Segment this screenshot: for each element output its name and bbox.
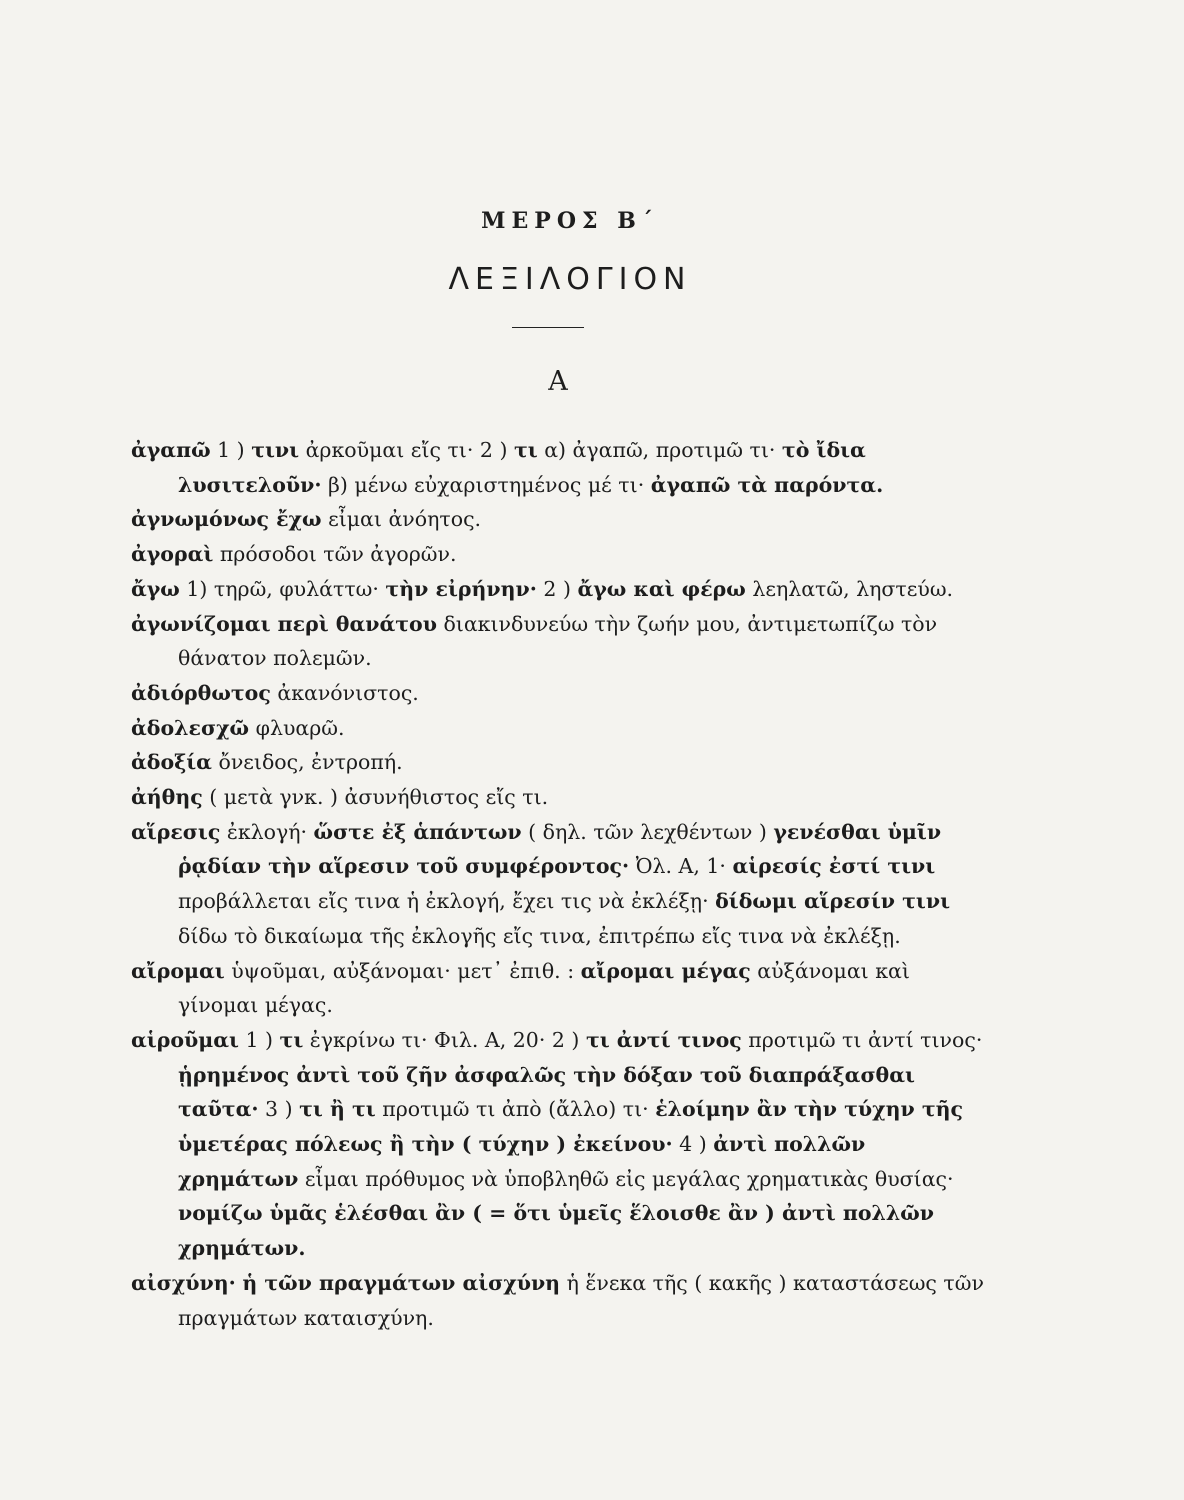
entry-text: α) ἀγαπῶ, προτιμῶ τι· — [537, 438, 782, 462]
entry-text: ὄνειδος, ἐντροπή. — [211, 750, 403, 775]
title-rule — [512, 327, 584, 328]
entry-text: ἐγκρίνω τι· Φιλ. Α, 20· 2 ) — [303, 1027, 586, 1052]
entry-text: ἀκανόνιστος. — [270, 680, 419, 705]
entry-text: πρόσοδοι τῶν ἀγορῶν. — [213, 542, 457, 567]
lexicon-entry — [131, 1023, 986, 1266]
entry-headword: ὥστε ἐξ ἁπάντων — [313, 819, 522, 844]
entry-headword: αἰσχύνη· — [131, 1270, 236, 1295]
entry-headword: ἀγαπῶ τὰ παρόντα. — [650, 472, 884, 497]
lexicon-entry — [131, 502, 986, 537]
letter-heading: Α — [548, 366, 568, 397]
entry-headword: αἴρομαι μέγας — [580, 958, 751, 983]
entry-headword: τι — [279, 1027, 304, 1052]
entry-text: εἶμαι πρόθυμος νὰ ὑποβληθῶ εἰς μεγάλας χρηματικὰς θυσίας· — [298, 1166, 954, 1191]
lexicon-entries — [131, 433, 986, 1335]
entry-headword: αἵρεσις — [131, 819, 221, 844]
entry-text: 4 ) — [672, 1132, 714, 1157]
entry-text: προτιμῶ τι ἀντί τινος· — [741, 1027, 983, 1052]
entry-headword: ἀδολεσχῶ — [131, 715, 250, 740]
lexicon-entry — [131, 537, 986, 572]
entry-text: ( μετὰ γνκ. ) ἀσυνήθιστος εἴς τι. — [202, 785, 549, 810]
lexicon-entry — [131, 572, 986, 607]
entry-text: φλυαρῶ. — [249, 715, 345, 740]
entry-text: ( δηλ. τῶν λεχθέντων ) — [521, 819, 774, 844]
entry-headword: ἀήθης — [131, 785, 203, 810]
entry-headword: ἡ τῶν πραγμάτων αἰσχύνη — [242, 1270, 561, 1295]
entry-headword: ἀγνωμόνως ἔχω — [131, 507, 322, 532]
entry-headword: νομίζω ὑμᾶς ἑλέσθαι ἂν ( = ὅτι ὑμεῖς ἕλοισθε ἂν ) ἀντὶ πολλῶν χρημάτων. — [178, 1201, 935, 1261]
lexicon-entry — [131, 1266, 986, 1335]
lexicon-entry — [131, 607, 986, 676]
entry-text: 1 ) — [210, 438, 252, 462]
lexicon-entry — [131, 815, 986, 954]
entry-headword: τινι — [251, 438, 300, 462]
lexicon-entry — [131, 954, 986, 1023]
section-title: ΛΕΞΙΛΟΓΙΟΝ — [448, 262, 692, 297]
entry-text: 1 ) — [238, 1027, 280, 1052]
entry-text: προτιμῶ τι ἀπὸ (ἄλλο) τι· — [375, 1097, 656, 1122]
entry-headword: τι ἀντί τινος — [585, 1027, 742, 1052]
entry-headword: τὸ ἴδια λυσιτελοῦν· — [178, 438, 866, 497]
entry-text: διακινδυνεύω τὴν ζωήν μου, ἀντιμετωπίζω τὸν θάνατον πολεμῶν. — [178, 611, 938, 671]
entry-text: ὑψοῦμαι, αὐξάνομαι· μετ᾽ ἐπιθ. : — [224, 958, 581, 983]
lexicon-entry — [131, 676, 986, 711]
entry-text: λεηλατῶ, ληστεύω. — [745, 576, 954, 601]
entry-text: αὐξάνομαι καὶ γίνομαι μέγας. — [178, 958, 910, 1018]
entry-headword: ἀγωνίζομαι περὶ θανάτου — [131, 611, 437, 636]
entry-headword: τι — [513, 438, 538, 462]
entry-headword: αἱροῦμαι — [131, 1027, 239, 1052]
entry-headword: ἀδοξία — [131, 750, 212, 775]
entry-headword: δίδωμι αἵρεσίν τινι — [715, 889, 950, 914]
entry-text: ἐκλογή· — [220, 819, 314, 844]
entry-headword: ἀγοραὶ — [131, 542, 214, 567]
entry-headword: ᾑρημένος ἀντὶ τοῦ ζῆν ἀσφαλῶς τὴν δόξαν τοῦ διαπράξασθαι ταῦτα· — [178, 1062, 915, 1122]
lexicon-entry — [131, 745, 986, 780]
lexicon-entry — [131, 433, 986, 502]
entry-headword: γενέσθαι ὑμῖν ῥᾳδίαν τὴν αἵρεσιν τοῦ συμφέροντος· — [178, 819, 942, 879]
entry-headword: ἀντὶ πολλῶν χρημάτων — [178, 1132, 866, 1191]
entry-text: β) μένω εὐχαριστημένος μέ τι· — [321, 472, 651, 497]
entry-headword: ἀδιόρθωτος — [131, 680, 271, 705]
entry-headword: αἴρομαι — [131, 958, 225, 983]
lexicon-entry — [131, 780, 986, 815]
entry-headword: τὴν εἰρήνην· — [385, 576, 537, 601]
entry-headword: τι ἢ τι — [299, 1097, 376, 1122]
entry-text: 2 ) — [536, 576, 578, 601]
lexicon-entry — [131, 711, 986, 746]
entry-text: 1) τηρῶ, φυλάττω· — [179, 576, 386, 601]
entry-text: 3 ) — [258, 1097, 300, 1122]
entry-headword: ἑλοίμην ἂν τὴν τύχην τῆς ὑμετέρας πόλεως ἢ τὴν ( τύχην ) ἐκείνου· — [178, 1097, 964, 1157]
entry-headword: αἱρεσίς ἐστί τινι — [732, 854, 936, 879]
entry-text: ἀρκοῦμαι εἴς τι· 2 ) — [299, 438, 514, 462]
entry-text: δίδω τὸ δικαίωμα τῆς ἐκλογῆς εἴς τινα, ἐπιτρέπω εἴς τινα νὰ ἐκλέξῃ. — [178, 923, 901, 948]
entry-headword: ἀγαπῶ — [131, 438, 211, 462]
entry-text: Ὀλ. Α, 1· — [629, 854, 733, 879]
entry-text: εἶμαι ἀνόητος. — [321, 507, 482, 532]
entry-text: ἡ ἕνεκα τῆς ( κακῆς ) καταστάσεως τῶν πραγμάτων καταισχύνη. — [178, 1270, 984, 1330]
part-label: ΜΕΡΟΣ Β΄ — [481, 208, 659, 234]
entry-headword: ἄγω — [131, 576, 180, 601]
entry-headword: ἄγω καὶ φέρω — [577, 576, 746, 601]
entry-text: προβάλλεται εἴς τινα ἡ ἐκλογή, ἔχει τις νὰ ἐκλέξῃ· — [178, 889, 716, 914]
